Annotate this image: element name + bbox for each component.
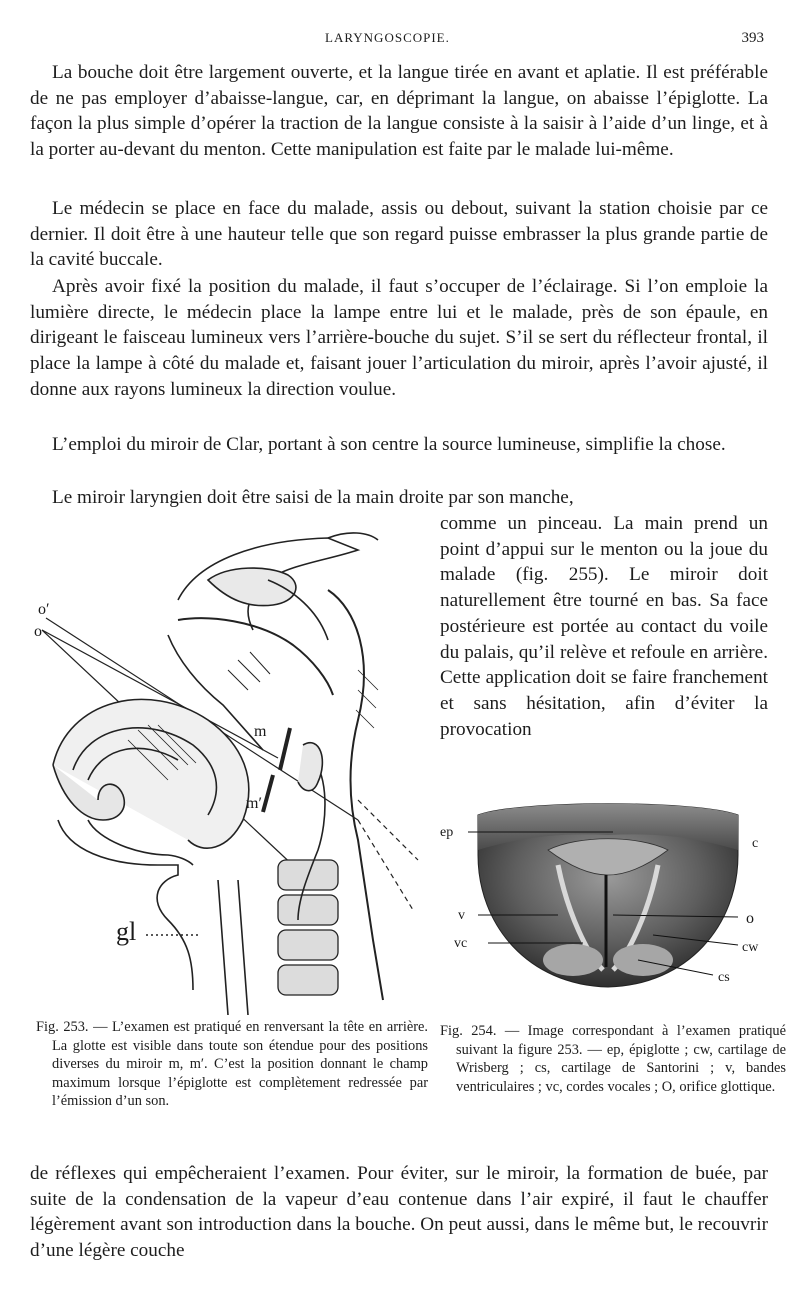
label-ep: ep [440,825,454,840]
label-cw: cw [742,940,759,955]
figure-253-illustration [28,520,428,1015]
label-c: c [752,836,759,851]
paragraph-continuation: de réflexes qui empêcheraient l’examen. Pour éviter, sur le miroir, la formation de buée, par suite de la condensation de la vapeur d’eau contenue dans l’air expiré, il faut le chauffer légèrement avant son introduction dans la bouche. On peut aussi, dans le même but, le recouvrir d’une légère couche [30,1163,768,1262]
paragraph-clar-mirror: L’emploi du miroir de Clar, portant à son centre la source lumineuse, simplifie la chose. [52,434,726,455]
label-m-prime: m′ [246,795,262,812]
label-gl: gl [116,917,137,946]
paragraph-physician-position: Le médecin se place en face du malade, assis ou debout, suivant la station choisie par ce dernier. Il doit être à une hauteur telle que son regard puisse embrasser la plus grande partie de la cavité buccale. [30,198,768,271]
label-o-prime: o′ [38,601,50,618]
running-head [0,30,800,52]
label-m: m [254,723,267,740]
paragraph-lighting: Après avoir fixé la position du malade, il faut s’occuper de l’éclairage. Si l’on emploie la lumière directe, le médecin place la lampe entre lui et le malade, près de son épaule, en dirigeant le faisceau lumineux vers l’arrière-bouche du sujet. S’il se sert du réflecteur frontal, il place la lampe à côté du malade et, faisant jouer l’articulation du miroir, après l’avoir ajusté, il donne aux rayons lumineux la direction voulue. [30,276,768,400]
figure-254-illustration [438,795,776,1020]
label-orifice: o [746,910,754,927]
caption-figure-253: Fig. 253. — L’examen est pratiqué en renversant la tête en arrière. La glotte est visible dans toute son étendue pour des positions diverses du miroir m, m′. C’est la position donnant le champ maximum lorsque l’épiglotte est complètement redressée par l’émission d’un son. [36,1019,428,1110]
figure-253-drawing [42,533,418,1015]
running-title: LARYNGOSCOPIE. [325,30,450,45]
label-cs: cs [718,970,730,985]
figure-254-drawing [468,804,738,987]
page-number: 393 [741,30,764,46]
paragraph-laryngeal-mirror: Le miroir laryngien doit être saisi de la main droite par son manche, [52,487,574,508]
label-o: o [34,623,42,640]
caption-figure-254: Fig. 254. — Image correspondant à l’examen pratiqué suivant la figure 253. — ep, épiglotte ; cw, cartilage de Wrisberg ; cs, cartilage de Santorini ; v, bandes ventriculaires ; vc, cordes vocales ; O, orifice glottique. [440,1023,786,1095]
paragraph-side-text: comme un pinceau. La main prend un point d’appui sur le menton ou la joue du malade (fig. 255). Le miroir doit naturellement être tourné en bas. Sa face postérieure est portée au contact du voile du palais, qu’il relève et refoule en arrière. Cette application doit se faire franchement et sans hésitation, afin d’éviter la provocation [440,513,768,740]
paragraph-mouth-opening: La bouche doit être largement ouverte, et la langue tirée en avant et aplatie. Il est préférable de ne pas employer d’abaisse-langue, car, en déprimant la langue, on abaisse l’épiglotte. La façon la plus simple d’opérer la traction de la langue consiste à la saisir à l’aide d’un linge, et à la porter au-devant du menton. Cette manipulation est faite par le malade lui-même. [30,62,768,161]
label-v: v [458,908,465,923]
label-vc: vc [454,936,468,951]
